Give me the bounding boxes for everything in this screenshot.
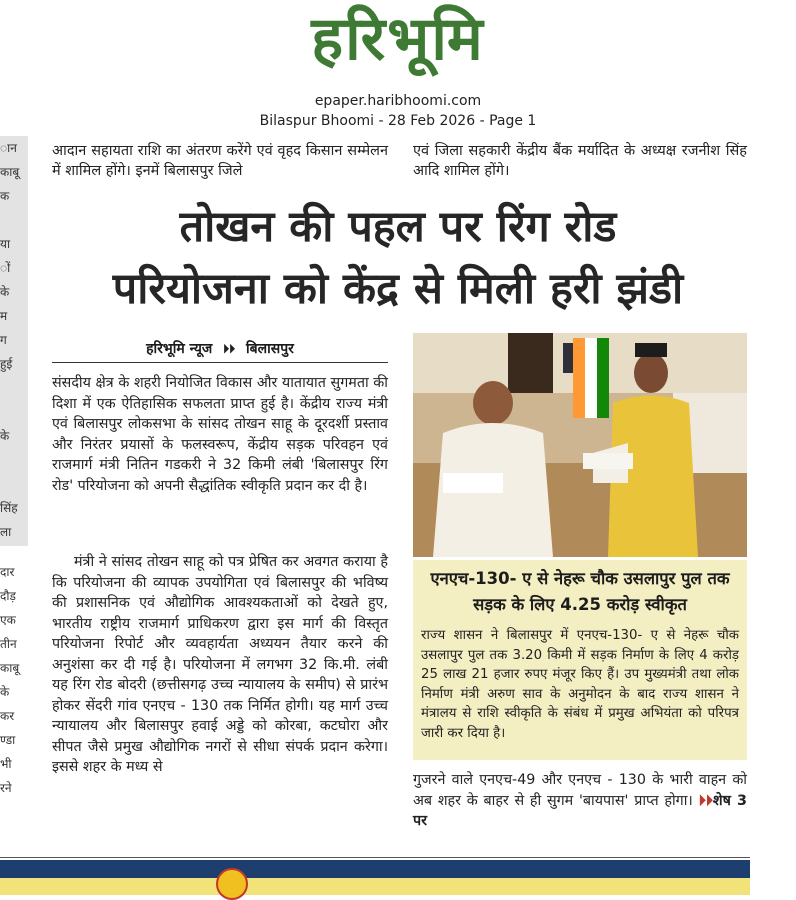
headline-line-1: तोखन की पहल पर रिंग रोड — [179, 202, 617, 252]
edge-fragment — [0, 448, 28, 472]
edge-fragment — [0, 376, 28, 400]
edge-fragment: काबू — [0, 661, 20, 675]
edge-fragment: सिंह — [0, 501, 18, 515]
edge-fragment: म — [0, 309, 8, 323]
photo-illustration — [413, 333, 747, 557]
edge-fragment — [0, 208, 28, 232]
news-photo — [413, 333, 747, 557]
masthead-logo: हरिभूमि — [311, 4, 485, 74]
article-paragraph-2: मंत्री ने सांसद तोखन साहू को पत्र प्रेषित कर अवगत कराया है कि परियोजना की व्यापक उपयोगिता एवं बिलासपुर की भविष्य की प्रशासनिक एवं औद्योगिक आवश्यकताओं को देखते हुए, भारतीय राष्ट्रीय राजमार्ग प्राधिकरण द्वारा इस मार्ग की विस्तृत परियोजना रिपोर्ट और व्यवहार्यता अध्ययन तैयार करने की अनुशंसा कर दी गई है। परियोजना में लगभग 32 कि.मी. लंबी यह रिंग रोड बोदरी (छत्तीसगढ़ उच्च न्यायालय के समीप) से प्रारंभ होकर सेंदरी गांव एनएच - 130 तक निर्मित होगी। यह मार्ग उच्च न्यायालय और बिलासपुर हवाई अड्डे को कोरबा, कटघोरा और सीपत जैसे प्रमुख औद्योगिक नगरों से सीधा संपर्क प्रदान करेगा। इससे शहर के मध्य से — [52, 554, 388, 775]
left-edge-column — [0, 136, 28, 546]
continued-label: शेष 3 पर — [413, 792, 747, 829]
edge-fragment: काबू — [0, 165, 20, 179]
left-edge-column-lower — [0, 560, 28, 855]
site-url[interactable]: epaper.haribhoomi.com — [314, 93, 482, 109]
top-column-right: एवं जिला सहकारी केंद्रीय बैंक मर्यादित के अध्यक्ष रजनीश सिंह आदि शामिल होंगे। — [413, 143, 747, 179]
bottom-emblem — [216, 868, 248, 900]
edge-fragment: दौड़ — [0, 589, 16, 603]
sidebox-text: राज्य शासन ने बिलासपुर में एनएच-130- ए से नेहरू चौक उसलापुर पुल तक 3.20 किमी में सड़क निर्माण के लिए 4 करोड़ 25 लाख 21 हजार रुपए मंजूर किए हैं। उप मुख्यमंत्री तथा लोक निर्माण मंत्री अरुण साव के अनुमोदन के बाद राज्य शासन ने मंत्रालय से राशि स्वीकृति के संबंध में प्रमुख अभियंता को परिपत्र जारी कर दिया है। — [421, 628, 739, 741]
edge-fragment: के — [0, 685, 10, 699]
sidebar-news-box — [413, 560, 747, 760]
play-arrows-icon: ⏵⏵ — [223, 342, 236, 356]
edge-fragment: के — [0, 285, 10, 299]
continuation-text: गुजरने वाले एनएच-49 और एनएच - 130 के भारी वाहन को अब शहर के बाहर से ही सुगम 'बायपास' प्राप्त होगा। — [413, 772, 747, 809]
byline-city: बिलासपुर — [246, 341, 294, 357]
edge-fragment: हुई — [0, 357, 13, 371]
headline-line-2: परियोजना को केंद्र से मिली हरी झंडी — [112, 264, 684, 314]
edge-fragment: ान — [0, 141, 17, 155]
article-continuation — [413, 770, 747, 832]
edge-fragment — [0, 472, 28, 496]
byline-source: हरिभूमि न्यूज — [146, 341, 213, 357]
sidebox-title: एनएच-130- ए से नेहरू चौक उसलापुर पुल तक सड़क के लिए 4.25 करोड़ स्वीकृत — [430, 569, 730, 614]
edge-fragment: भी — [0, 757, 12, 771]
continued-arrow-icon: ⏵⏵ — [698, 792, 713, 809]
edge-fragment: ग — [0, 333, 7, 347]
edge-fragment: ों — [0, 261, 11, 275]
edge-fragment: एक — [0, 613, 16, 627]
edge-fragment: या — [0, 237, 11, 251]
article-paragraph-1: संसदीय क्षेत्र के शहरी नियोजित विकास और यातायात सुगमता की दिशा में एक ऐतिहासिक सफलता प्राप्त हुई है। केंद्रीय राज्य मंत्री एवं बिलासपुर लोकसभा के सांसद तोखन साहू के दूरदर्शी प्रस्ताव और निरंतर प्रयासों के फलस्वरूप, केंद्रीय सड़क परिवहन एवं राजमार्ग मंत्री नितिन गडकरी ने 32 किमी लंबी 'बिलासपुर रिंग रोड' परियोजना को अपनी सैद्धांतिक स्वीकृति प्रदान कर दी है। — [52, 375, 388, 494]
edge-fragment: कर — [0, 709, 15, 723]
edge-fragment: तीन — [0, 637, 17, 651]
edge-fragment: क — [0, 189, 10, 203]
article-headline — [40, 196, 756, 320]
bottom-banner-blue — [0, 860, 750, 880]
edge-fragment: के — [0, 429, 10, 443]
edge-fragment — [0, 400, 28, 424]
bottom-rule — [0, 857, 750, 858]
edge-fragment: ण्डा — [0, 733, 16, 747]
edge-fragment: ला — [0, 525, 12, 539]
edge-fragment: रने — [0, 781, 12, 795]
byline — [52, 338, 388, 363]
bottom-banner-yellow — [0, 878, 750, 895]
edge-fragment: दार — [0, 565, 15, 579]
edition-line: Bilaspur Bhoomi - 28 Feb 2026 - Page 1 — [259, 113, 537, 129]
top-column-left: आदान सहायता राशि का अंतरण करेंगे एवं वृहद किसान सम्मेलन में शामिल होंगे। इनमें बिलासपुर जिले — [52, 143, 388, 179]
